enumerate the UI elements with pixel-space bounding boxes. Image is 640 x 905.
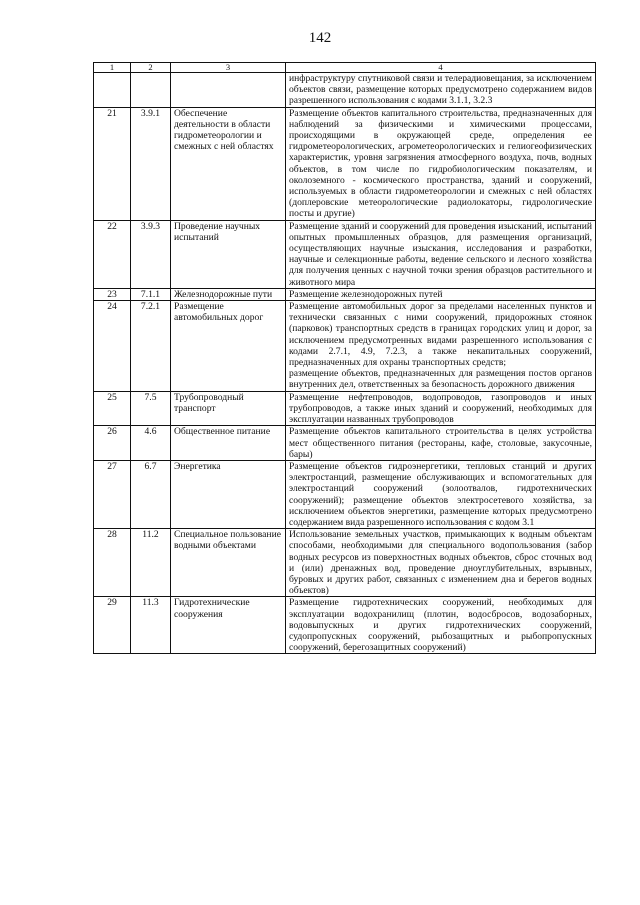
row-description — [286, 301, 596, 392]
table-row — [94, 288, 596, 300]
row-description — [286, 597, 596, 654]
row-description — [286, 220, 596, 288]
description-paragraph: Использование земельных участков, примыкающих к водным объектам способами, необходимыми для специального водопользования (забор водных ресурсов из поверхностных водных объектов, сброс сточных вод и (или) дренажных вод, проведение дноуглубительных, взрывных, буровых и других работ, связанных с изменением дна и берегов водных объектов) — [289, 529, 592, 597]
row-name — [171, 73, 286, 108]
row-name: Обеспечение деятельности в области гидрометеорологии и смежных с ней областях — [171, 107, 286, 220]
table-row — [94, 301, 596, 392]
row-description — [286, 460, 596, 528]
row-number: 28 — [94, 529, 131, 597]
row-name: Энергетика — [171, 460, 286, 528]
row-code: 11.3 — [131, 597, 171, 654]
header-col-4: 4 — [286, 63, 596, 73]
row-description — [286, 529, 596, 597]
table-row — [94, 73, 596, 108]
table-row — [94, 107, 596, 220]
table-row — [94, 529, 596, 597]
description-paragraph: Размещение нефтепроводов, водопроводов, газопроводов и иных трубопроводов, а также иных зданий и сооружений, необходимых для эксплуатации названных трубопроводов — [289, 391, 592, 426]
row-name: Трубопроводный транспорт — [171, 391, 286, 426]
row-code: 7.5 — [131, 391, 171, 426]
row-name: Железнодорожные пути — [171, 288, 286, 300]
description-paragraph: Размещение зданий и сооружений для проведения изысканий, испытаний опытных промышленных образцов, для размещения организаций, осуществляющих научные изыскания, исследования и разработки, научные и селекционные работы, ведение сельского и лесного хозяйства для получения ценных с научной точки зрения образцов растительного и животного мира — [289, 220, 592, 288]
row-code: 6.7 — [131, 460, 171, 528]
table-row — [94, 597, 596, 654]
row-description — [286, 426, 596, 461]
row-name: Специальное пользование водными объектами — [171, 529, 286, 597]
row-code: 3.9.3 — [131, 220, 171, 288]
row-description — [286, 107, 596, 220]
description-paragraph: Размещение гидротехнических сооружений, необходимых для эксплуатации водохранилищ (плотин, водосбросов, водозаборных, водовыпускных и других гидротехнических сооружений, судопропускных сооружений, рыбозащитных и рыбопропускных сооружений, берегозащитных сооружений) — [289, 597, 592, 654]
header-row — [94, 63, 596, 73]
row-code: 11.2 — [131, 529, 171, 597]
row-description — [286, 73, 596, 108]
row-name: Проведение научных испытаний — [171, 220, 286, 288]
header-col-1: 1 — [94, 63, 131, 73]
table-row — [94, 391, 596, 426]
table-row — [94, 426, 596, 461]
row-number: 22 — [94, 220, 131, 288]
row-number — [94, 73, 131, 108]
row-number: 21 — [94, 107, 131, 220]
land-use-table — [93, 62, 596, 654]
row-code: 4.6 — [131, 426, 171, 461]
row-description — [286, 288, 596, 300]
description-paragraph: Размещение объектов капитального строительства, предназначенных для наблюдений за физическими и химическими процессами, происходящими в окружающей среде, определения ее гидрометеорологических, агрометеорологических и гелиогеофизических характеристик, уровня загрязнения атмосферного воздуха, почв, водных объектов, в том числе по гидробиологическим показателям, и околоземного - космического пространства, зданий и сооружений, используемых в области гидрометеорологии и смежных с ней областях (доплеровские метеорологические радиолокаторы, гидрологические посты и другие) — [289, 107, 592, 220]
row-number: 29 — [94, 597, 131, 654]
table-row — [94, 460, 596, 528]
description-paragraph: Размещение железнодорожных путей — [289, 288, 443, 300]
description-paragraph: Размещение объектов капитального строительства в целях устройства мест общественного питания (рестораны, кафе, столовые, закусочные, бары) — [289, 426, 592, 460]
table-row — [94, 220, 596, 288]
row-number: 27 — [94, 460, 131, 528]
row-number: 24 — [94, 301, 131, 392]
row-code — [131, 73, 171, 108]
page-number: 142 — [308, 30, 332, 46]
description-paragraph: Размещение автомобильных дорог за пределами населенных пунктов и технически связанных с ними сооружений, придорожных стоянок (парковок) транспортных средств в границах городских улиц и дорог, за исключением предусмотренных видами разрешенного использования с кодами 2.7.1, 4.9, 7.2.3, а также некапитальных сооружений, предназначенных для охраны транспортных средств; — [289, 301, 592, 369]
description-paragraph: инфраструктуру спутниковой связи и телерадиовещания, за исключением объектов связи, размещение которых предусмотрено содержанием видов разрешенного использования с кодами 3.1.1, 3.2.3 — [289, 73, 592, 107]
description-paragraph: Размещение объектов гидроэнергетики, тепловых станций и других электростанций, размещение обслуживающих и вспомогательных для электростанций сооружений (золоотвалов, гидротехнических сооружений); размещение объектов электросетевого хозяйства, за исключением объектов энергетики, размещение которых предусмотрено содержанием вида разрешенного использования с кодом 3.1 — [289, 460, 592, 528]
row-number: 25 — [94, 391, 131, 426]
row-code: 7.1.1 — [131, 288, 171, 300]
table-body — [94, 73, 596, 654]
row-code: 7.2.1 — [131, 301, 171, 392]
header-col-2: 2 — [131, 63, 171, 73]
row-code: 3.9.1 — [131, 107, 171, 220]
row-name: Общественное питание — [171, 426, 286, 461]
description-paragraph: размещение объектов, предназначенных для размещения постов органов внутренних дел, ответственных за безопасность дорожного движения — [289, 368, 592, 391]
row-name: Размещение автомобильных дорог — [171, 301, 286, 392]
row-number: 23 — [94, 288, 131, 300]
row-number: 26 — [94, 426, 131, 461]
header-col-3: 3 — [171, 63, 286, 73]
row-name: Гидротехнические сооружения — [171, 597, 286, 654]
row-description — [286, 391, 596, 426]
